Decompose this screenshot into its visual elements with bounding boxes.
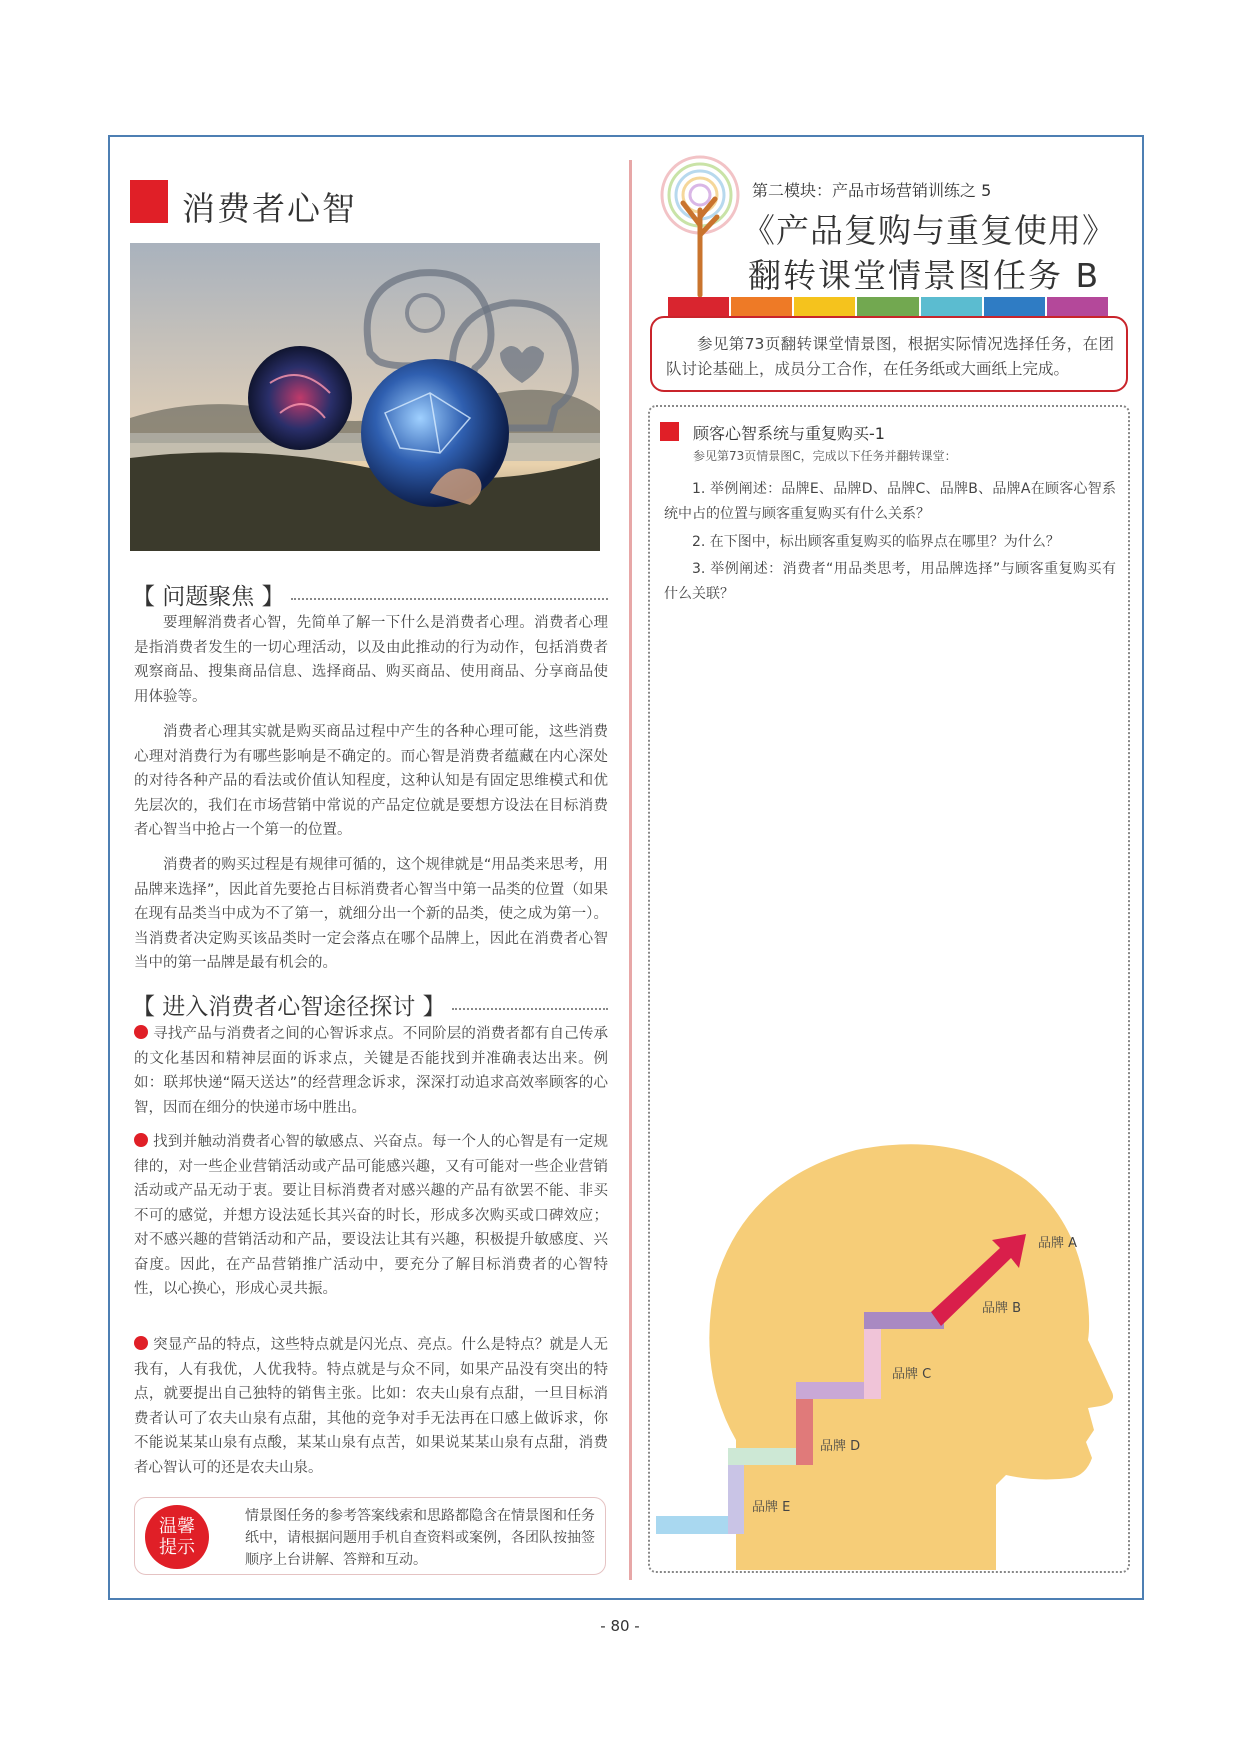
section-heading-text: 【 进入消费者心智途径探讨 】 bbox=[132, 994, 446, 1020]
brand-label-a: 品牌 A bbox=[1038, 1236, 1078, 1251]
paragraph-1: 要理解消费者心智，先简单了解一下什么是消费者心理。消费者心理是指消费者发生的一切心理活动，以及由此推动的行为动作，包括消费者观察商品、搜集商品信息、选择商品、购买商品、使用商品、分享商品使用体验等。 bbox=[134, 615, 608, 705]
task-marker bbox=[660, 422, 679, 441]
hero-illustration bbox=[130, 243, 600, 551]
tip-box bbox=[134, 1497, 606, 1575]
section-heading-approaches bbox=[132, 988, 608, 1021]
tree-logo-icon bbox=[655, 155, 745, 300]
list-item: 突显产品的特点，这些特点就是闪光点、亮点。什么是特点？就是人无我有，人有我优，人优我特。特点就是与众不同，如果产品没有突出的特点，就要提出自己独特的销售主张。比如：农夫山泉有点甜，一旦目标消费者认可了农夫山泉有点甜，其他的竞争对手无法再在口感上做诉求，你不能说某某山泉有点酸，某某山泉有点苦，如果说某某山泉有点甜，消费者心智认可的还是农夫山泉。 bbox=[134, 1337, 608, 1476]
module-label: 第二模块：产品市场营销训练之 5 bbox=[752, 181, 992, 200]
lesson-subtitle: 翻转课堂情景图任务 B bbox=[748, 256, 1101, 295]
bullet-icon bbox=[134, 1133, 148, 1147]
notice-text: 参见第73页翻转课堂情景图，根据实际情况选择任务，在团队讨论基础上，成员分工合作，在任务纸或大画纸上完成。 bbox=[666, 335, 1114, 378]
lesson-title: 《产品复购与重复使用》 bbox=[742, 211, 1116, 250]
hero-image bbox=[130, 243, 600, 551]
task-instruction: 参见第73页情景图C，完成以下任务并翻转课堂： bbox=[693, 449, 957, 463]
brand-label-d: 品牌 D bbox=[820, 1439, 861, 1454]
brand-label-e: 品牌 E bbox=[752, 1500, 791, 1515]
task-title: 顾客心智系统与重复购买-1 bbox=[693, 424, 885, 443]
section-heading-text: 【 问题聚焦 】 bbox=[132, 584, 285, 610]
column-divider bbox=[629, 160, 632, 1580]
tip-text: 情景图任务的参考答案线索和思路都隐含在情景图和任务纸中，请根据问题用手机自查资料或案例，各团队按抽签顺序上台讲解、答辩和互动。 bbox=[245, 1508, 595, 1568]
brand-label-b: 品牌 B bbox=[982, 1301, 1022, 1316]
bullet-icon bbox=[134, 1336, 148, 1350]
bullet-icon bbox=[134, 1025, 148, 1039]
paragraph-2: 消费者心理其实就是购买商品过程中产生的各种心理可能，这些消费心理对消费行为有哪些影响是不确定的。而心智是消费者蕴藏在内心深处的对待各种产品的看法或价值认知程度，这种认知是有固定思维模式和优先层次的，我们在市场营销中常说的产品定位就是要想方设法在目标消费者心智当中抢占一个第一的位置。 bbox=[134, 724, 608, 838]
list-item: 寻找产品与消费者之间的心智诉求点。不同阶层的消费者都有自己传承的文化基因和精神层面的诉求点，关键是否能找到并准确表达出来。例如：联邦快递“隔天送达”的经营理念诉求，深深打动追求高效率顾客的心智，因而在细分的快递市场中胜出。 bbox=[134, 1026, 608, 1116]
task-question-3: 3. 举例阐述：消费者“用品类思考，用品牌选择”与顾客重复购买有什么关联？ bbox=[664, 561, 1116, 602]
head-staircase-diagram bbox=[656, 1140, 1126, 1570]
page-number: - 80 - bbox=[600, 1617, 640, 1635]
paragraph-3: 消费者的购买过程是有规律可循的，这个规律就是“用品类来思考，用品牌来选择”，因此首先要抢占目标消费者心智当中第一品类的位置（如果在现有品类当中成为不了第一，就细分出一个新的品类，使之成为第一）。当消费者决定购买该品类时一定会落点在哪个品牌上，因此在消费者心智当中的第一品牌是最有机会的。 bbox=[134, 857, 608, 971]
task-question-2: 2. 在下图中，标出顾客重复购买的临界点在哪里？为什么？ bbox=[692, 534, 1060, 550]
tip-badge: 温馨 提示 bbox=[145, 1505, 209, 1569]
brand-label-c: 品牌 C bbox=[892, 1367, 932, 1382]
section-heading-problem-focus bbox=[132, 578, 608, 611]
task-question-1: 1. 举例阐述：品牌E、品牌D、品牌C、品牌B、品牌A在顾客心智系统中占的位置与顾客重复购买有什么关系？ bbox=[664, 481, 1116, 522]
notice-box bbox=[650, 316, 1128, 392]
page-title: 消费者心智 bbox=[182, 189, 357, 228]
title-marker bbox=[130, 180, 168, 223]
list-item: 找到并触动消费者心智的敏感点、兴奋点。每一个人的心智是有一定规律的，对一些企业营销活动或产品可能感兴趣，又有可能对一些企业营销活动或产品无动于衷。要让目标消费者对感兴趣的产品有欲罢不能、非买不可的感觉，并想方设法延长其兴奋的时长，形成多次购买或口碑效应；对不感兴趣的营销活动和产品，要设法让其有兴趣，积极提升敏感度、兴奋度。因此，在产品营销推广活动中，要充分了解目标消费者的心智特性，以心换心，形成心灵共振。 bbox=[134, 1134, 608, 1297]
